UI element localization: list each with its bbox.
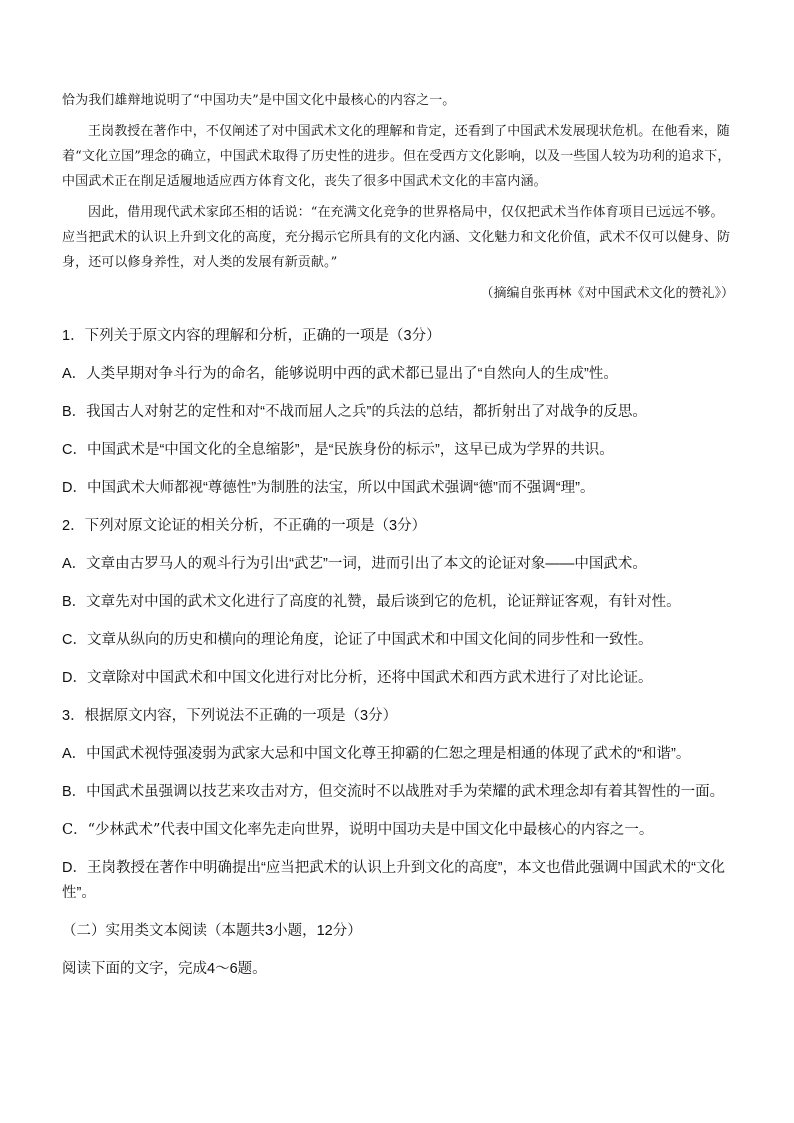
passage-source: （摘编自张再林《对中国武术文化的赞礼》） (480, 286, 734, 301)
option-b: B．我国古人对射艺的定性和对“不战而屈人之兵”的兵法的总结，都折射出了对战争的反思。 (62, 404, 647, 420)
option-c: C．“少林武术”代表中国文化率先走向世界，说明中国功夫是中国文化中最核心的内容之一。 (62, 822, 654, 838)
question-2 (62, 514, 734, 691)
option-c: C．中国武术是“中国文化的全息缩影”，是“民族身份的标示”，这早已成为学界的共识。 (62, 442, 614, 458)
passage-paragraph-1: 恰为我们雄辩地说明了“中国功夫”是中国文化中最核心的内容之一。 (62, 93, 456, 108)
question-1 (62, 324, 734, 501)
passage-paragraph-3: 因此，借用现代武术家邱丕相的话说：“在充满文化竞争的世界格局中，仅仅把武术当作体育项目已远远不够。应当把武术的认识上升到文化的高度，充分揭示它所具有的文化内涵、文化魅力和文化价值，武术不仅可以健身、防身，还可以修身养性，对人类的发展有新贡献。” (62, 205, 731, 270)
passage-paragraph-2: 王岗教授在著作中，不仅阐述了对中国武术文化的理解和肯定，还看到了中国武术发展现状危机。在他看来，随着“文化立国”理念的确立，中国武术取得了历史性的进步。但在受西方文化影响，以及一些国人较为功利的追求下，中国武术正在削足适履地适应西方体育文化，丧失了很多中国武术文化的丰富内涵。 (62, 124, 731, 189)
question-3 (62, 704, 734, 906)
question-stem: 3．根据原文内容，下列说法不正确的一项是（3分） (62, 708, 398, 724)
option-a: A．文章由古罗马人的观斗行为引出“武艺”一词，进而引出了本文的论证对象——中国武术。 (62, 556, 647, 572)
option-a: A．中国武术视恃强凌弱为武家大忌和中国文化尊王抑霸的仁恕之理是相通的体现了武术的“和谐”。 (62, 746, 691, 762)
option-a: A．人类早期对争斗行为的命名，能够说明中西的武术都已显出了“自然向人的生成”性。 (62, 366, 618, 382)
question-stem: 1．下列关于原文内容的理解和分析，正确的一项是（3分） (62, 328, 441, 344)
section-instruction: 阅读下面的文字，完成4～6题。 (62, 961, 267, 977)
option-d: D．文章除对中国武术和中国文化进行对比分析，还将中国武术和西方武术进行了对比论证。 (62, 670, 653, 686)
option-b: B．文章先对中国的武术文化进行了高度的礼赞，最后谈到它的危机，论证辩证客观，有针对性。 (62, 594, 681, 610)
option-b: B．中国武术虽强调以技艺来攻击对方，但交流时不以战胜对手为荣耀的武术理念却有着其智性的一面。 (62, 784, 725, 800)
option-d: D．中国武术大师都视“尊德性”为制胜的法宝，所以中国武术强调“德”而不强调“理”。 (62, 480, 595, 496)
question-stem: 2．下列对原文论证的相关分析，不正确的一项是（3分） (62, 518, 427, 534)
option-c: C．文章从纵向的历史和横向的理论角度，论证了中国武术和中国文化间的同步性和一致性。 (62, 632, 653, 648)
section-title: （二）实用类文本阅读（本题共3小题，12分） (62, 923, 362, 939)
option-d: D．王岗教授在著作中明确提出“应当把武术的认识上升到文化的高度”，本文也借此强调中国武术的“文化性”。 (62, 860, 725, 901)
